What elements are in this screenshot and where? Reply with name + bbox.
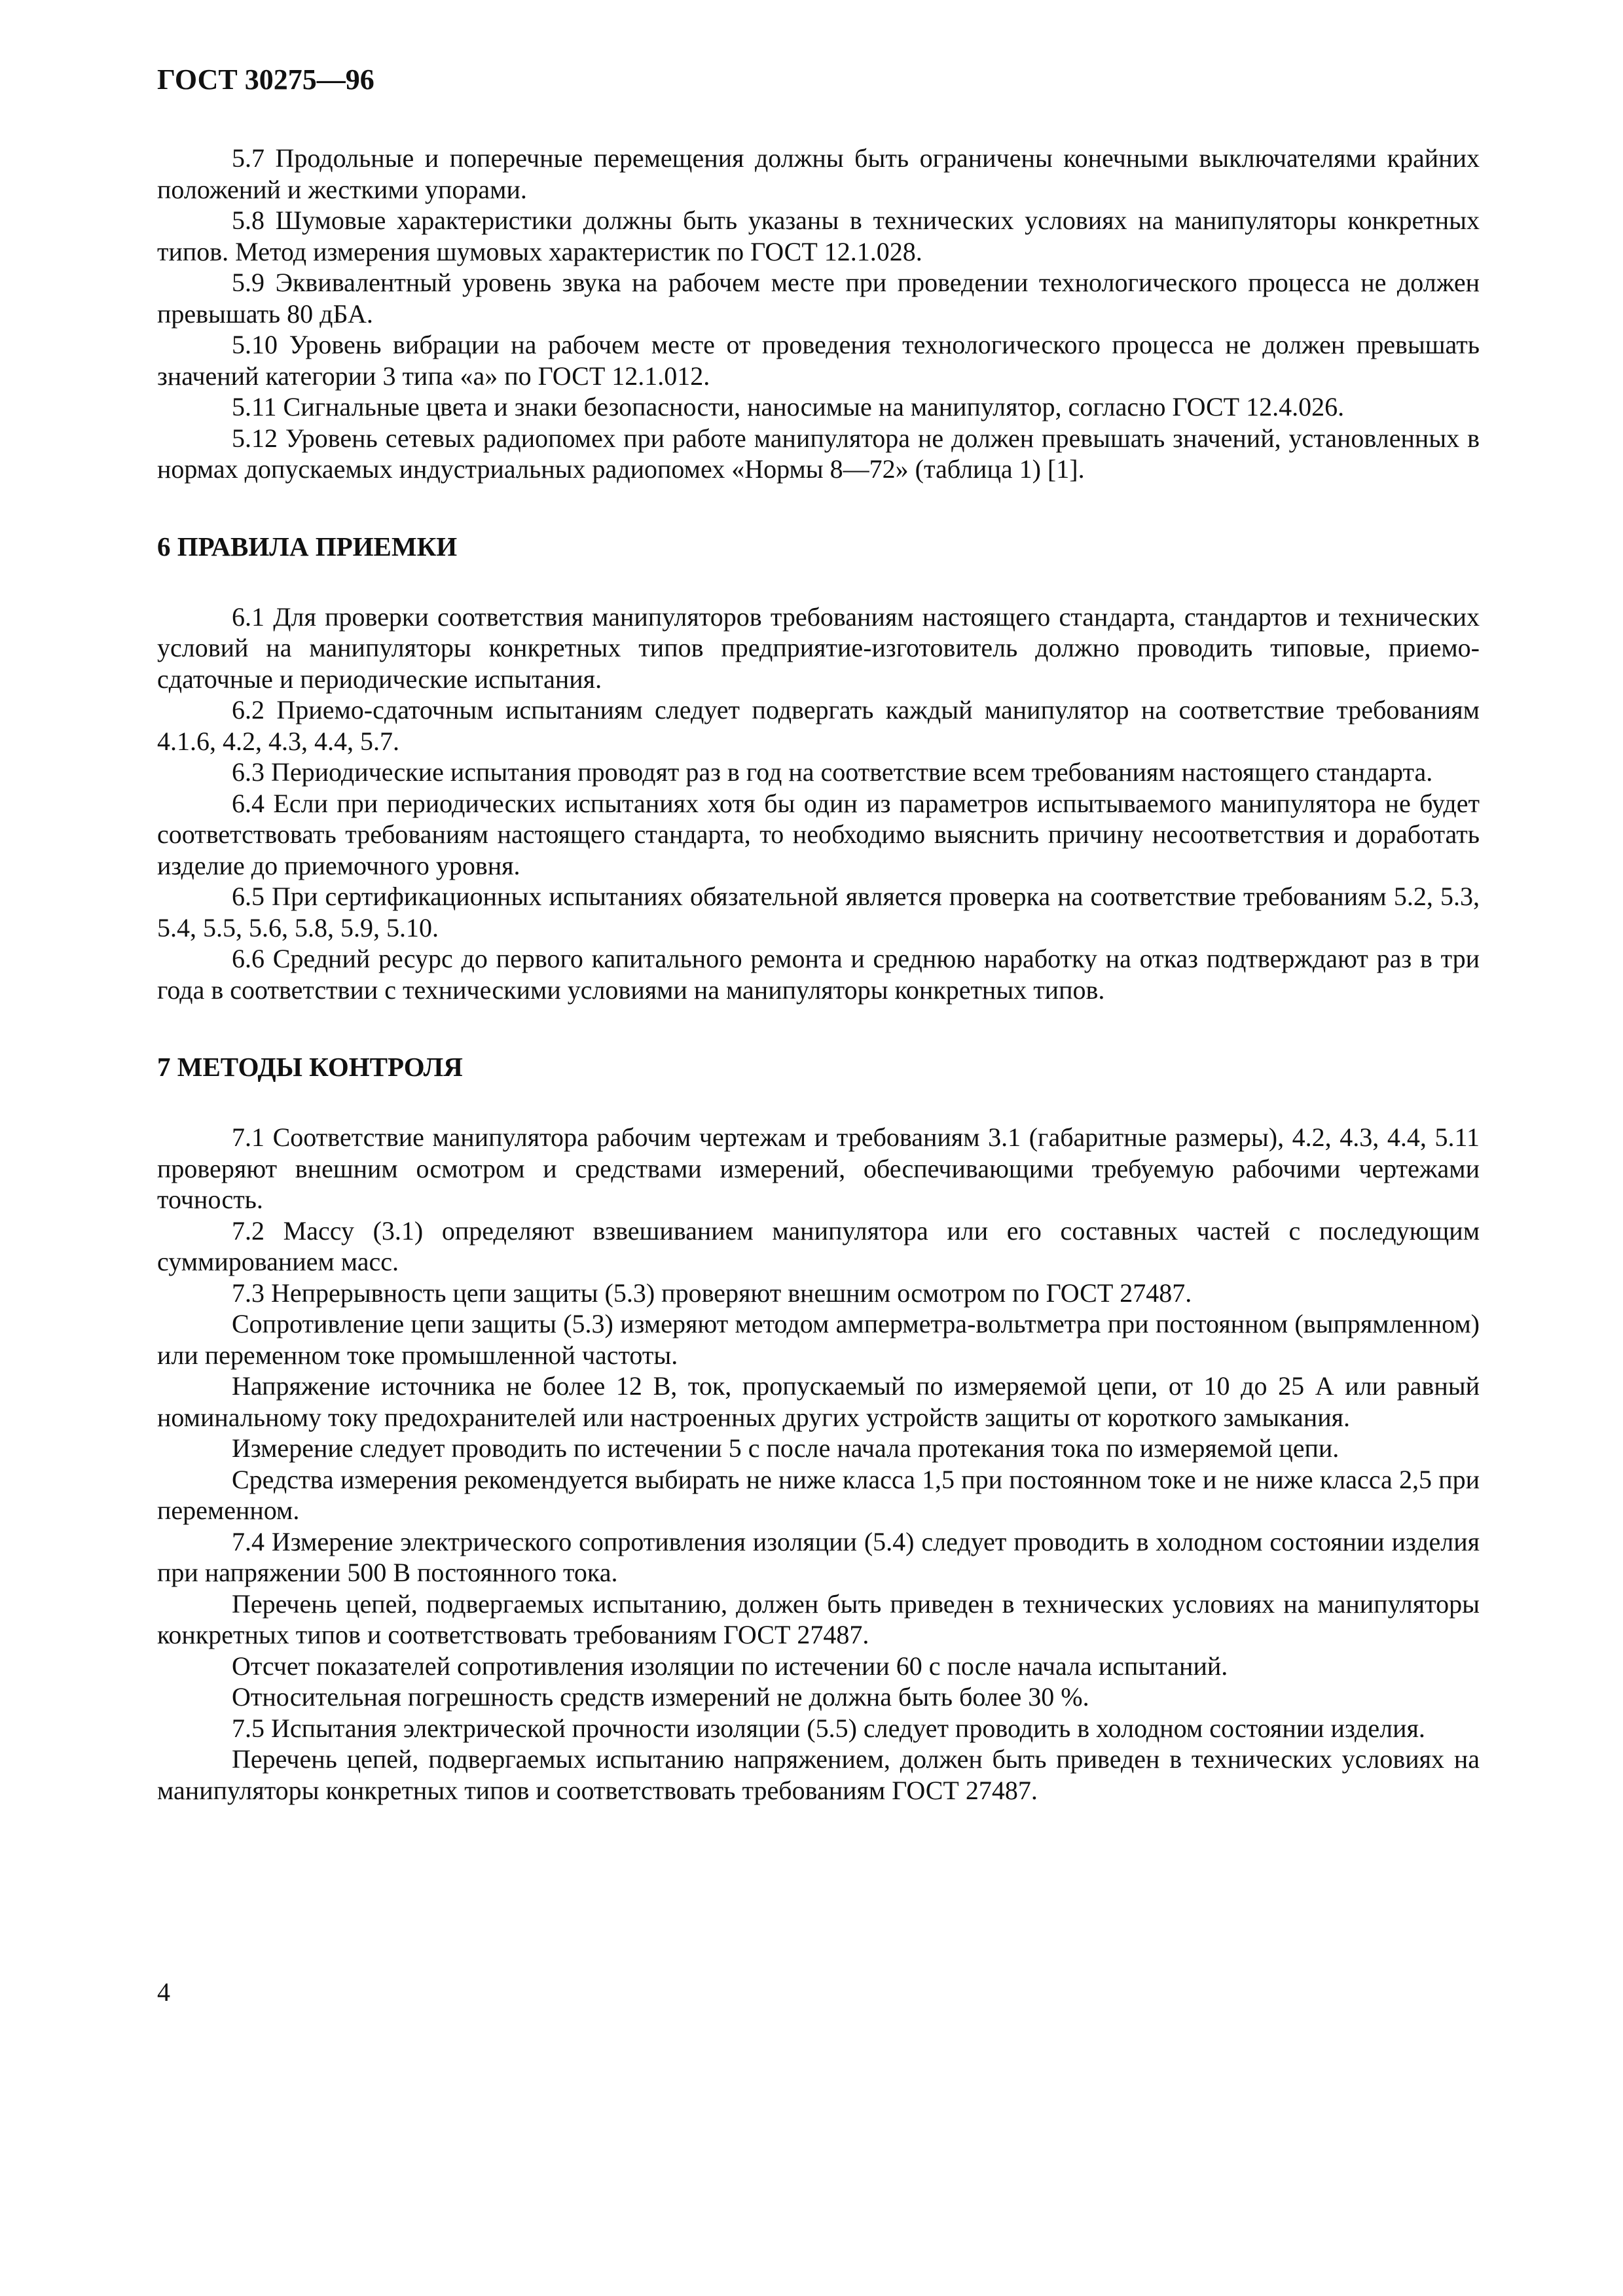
clause-5-7: 5.7 Продольные и поперечные перемещения должны быть ограничены конечными выключателями крайних положений и жесткими упорами. [157,143,1480,204]
clause-7-5-circuits: Перечень цепей, подвергаемых испытанию напряжением, должен быть приведен в технических условиях на манипуляторы конкретных типов и соответствовать требованиям ГОСТ 27487. [157,1744,1480,1805]
section-7-body [157,1122,1480,1806]
clause-7-3-voltage: Напряжение источника не более 12 В, ток, пропускаемый по измеряемой цепи, от 10 до 25 А или равный номинальному току предохранителей или настроенных других устройств защиты от короткого замыкания. [157,1371,1480,1432]
section-7-title: 7 МЕТОДЫ КОНТРОЛЯ [157,1052,463,1082]
section-5-continuation [157,143,1480,485]
clause-7-4-circuits: Перечень цепей, подвергаемых испытанию, должен быть приведен в технических условиях на манипуляторы конкретных типов и соответствовать требованиям ГОСТ 27487. [157,1588,1480,1649]
clause-6-6: 6.6 Средний ресурс до первого капитального ремонта и среднюю наработку на отказ подтверждают раз в три года в соответствии с техническими условиями на манипуляторы конкретных типов. [157,944,1480,1005]
clause-5-8: 5.8 Шумовые характеристики должны быть указаны в технических условиях на манипуляторы конкретных типов. Метод измерения шумовых характеристик по ГОСТ 12.1.028. [157,206,1480,266]
section-6-title: 6 ПРАВИЛА ПРИЕМКИ [157,531,458,562]
clause-6-5: 6.5 При сертификационных испытаниях обязательной является проверка на соответствие требованиям 5.2, 5.3, 5.4, 5.5, 5.6, 5.8, 5.9, 5.10. [157,882,1480,942]
page-number: 4 [157,1977,170,2007]
clause-7-1: 7.1 Соответствие манипулятора рабочим чертежам и требованиям 3.1 (габаритные размеры), 4.2, 4.3, 4.4, 5.11 проверяют внешним осмотром и средствами измерений, обеспечивающими требуемую рабочими чертежами точность. [157,1122,1480,1214]
clause-6-2: 6.2 Приемо-сдаточным испытаниям следует подвергать каждый манипулятор на соответствие требованиям 4.1.6, 4.2, 4.3, 4.4, 5.7. [157,695,1480,756]
clause-7-5: 7.5 Испытания электрической прочности изоляции (5.5) следует проводить в холодном состоянии изделия. [232,1713,1425,1743]
clause-7-2: 7.2 Массу (3.1) определяют взвешиванием манипулятора или его составных частей с последующим суммированием масс. [157,1215,1480,1276]
clause-5-11: 5.11 Сигнальные цвета и знаки безопасности, наносимые на манипулятор, согласно ГОСТ 12.4.026. [232,392,1345,422]
clause-6-1: 6.1 Для проверки соответствия манипуляторов требованиям настоящего стандарта, стандартов и технических условий на манипуляторы конкретных типов предприятие-изготовитель должно проводить типовые, приемо-сдаточные и периодические испытания. [157,601,1480,694]
clause-7-4: 7.4 Измерение электрического сопротивления изоляции (5.4) следует проводить в холодном состоянии изделия при напряжении 500 В постоянного тока. [157,1526,1480,1587]
standard-designation: ГОСТ 30275—96 [157,63,374,96]
clause-7-3: 7.3 Непрерывность цепи защиты (5.3) проверяют внешним осмотром по ГОСТ 27487. [232,1278,1192,1308]
clause-5-9: 5.9 Эквивалентный уровень звука на рабочем месте при проведении технологического процесса не должен превышать 80 дБА. [157,268,1480,329]
clause-7-3-measurement-time: Измерение следует проводить по истечении 5 с после начала протекания тока по измеряемой цепи. [232,1433,1340,1463]
clause-7-3-instrument-class: Средства измерения рекомендуется выбирать не ниже класса 1,5 при постоянном токе и не ниже класса 2,5 при переменном. [157,1464,1480,1525]
clause-7-4-error: Относительная погрешность средств измерений не должна быть более 30 %. [232,1682,1089,1712]
section-6-body [157,601,1480,1006]
clause-5-10: 5.10 Уровень вибрации на рабочем месте от проведения технологического процесса не должен превышать значений категории 3 типа «а» по ГОСТ 12.1.012. [157,330,1480,391]
clause-5-12: 5.12 Уровень сетевых радиопомех при работе манипулятора не должен превышать значений, установленных в нормах допускаемых индустриальных радиопомех «Нормы 8—72» (таблица 1) [1]. [157,423,1480,484]
clause-6-3: 6.3 Периодические испытания проводят раз в год на соответствие всем требованиям настоящего стандарта. [232,757,1433,787]
document-page [157,63,1480,1806]
clause-7-4-reading: Отсчет показателей сопротивления изоляции по истечении 60 с после начала испытаний. [232,1651,1228,1681]
clause-6-4: 6.4 Если при периодических испытаниях хотя бы один из параметров испытываемого манипулятора не будет соответствовать требованиям настоящего стандарта, то необходимо выяснить причину несоответствия и доработать изделие до приемочного уровня. [157,788,1480,880]
clause-7-3-resistance: Сопротивление цепи защиты (5.3) измеряют методом амперметра-вольтметра при постоянном (выпрямленном) или переменном токе промышленной частоты. [157,1309,1480,1370]
